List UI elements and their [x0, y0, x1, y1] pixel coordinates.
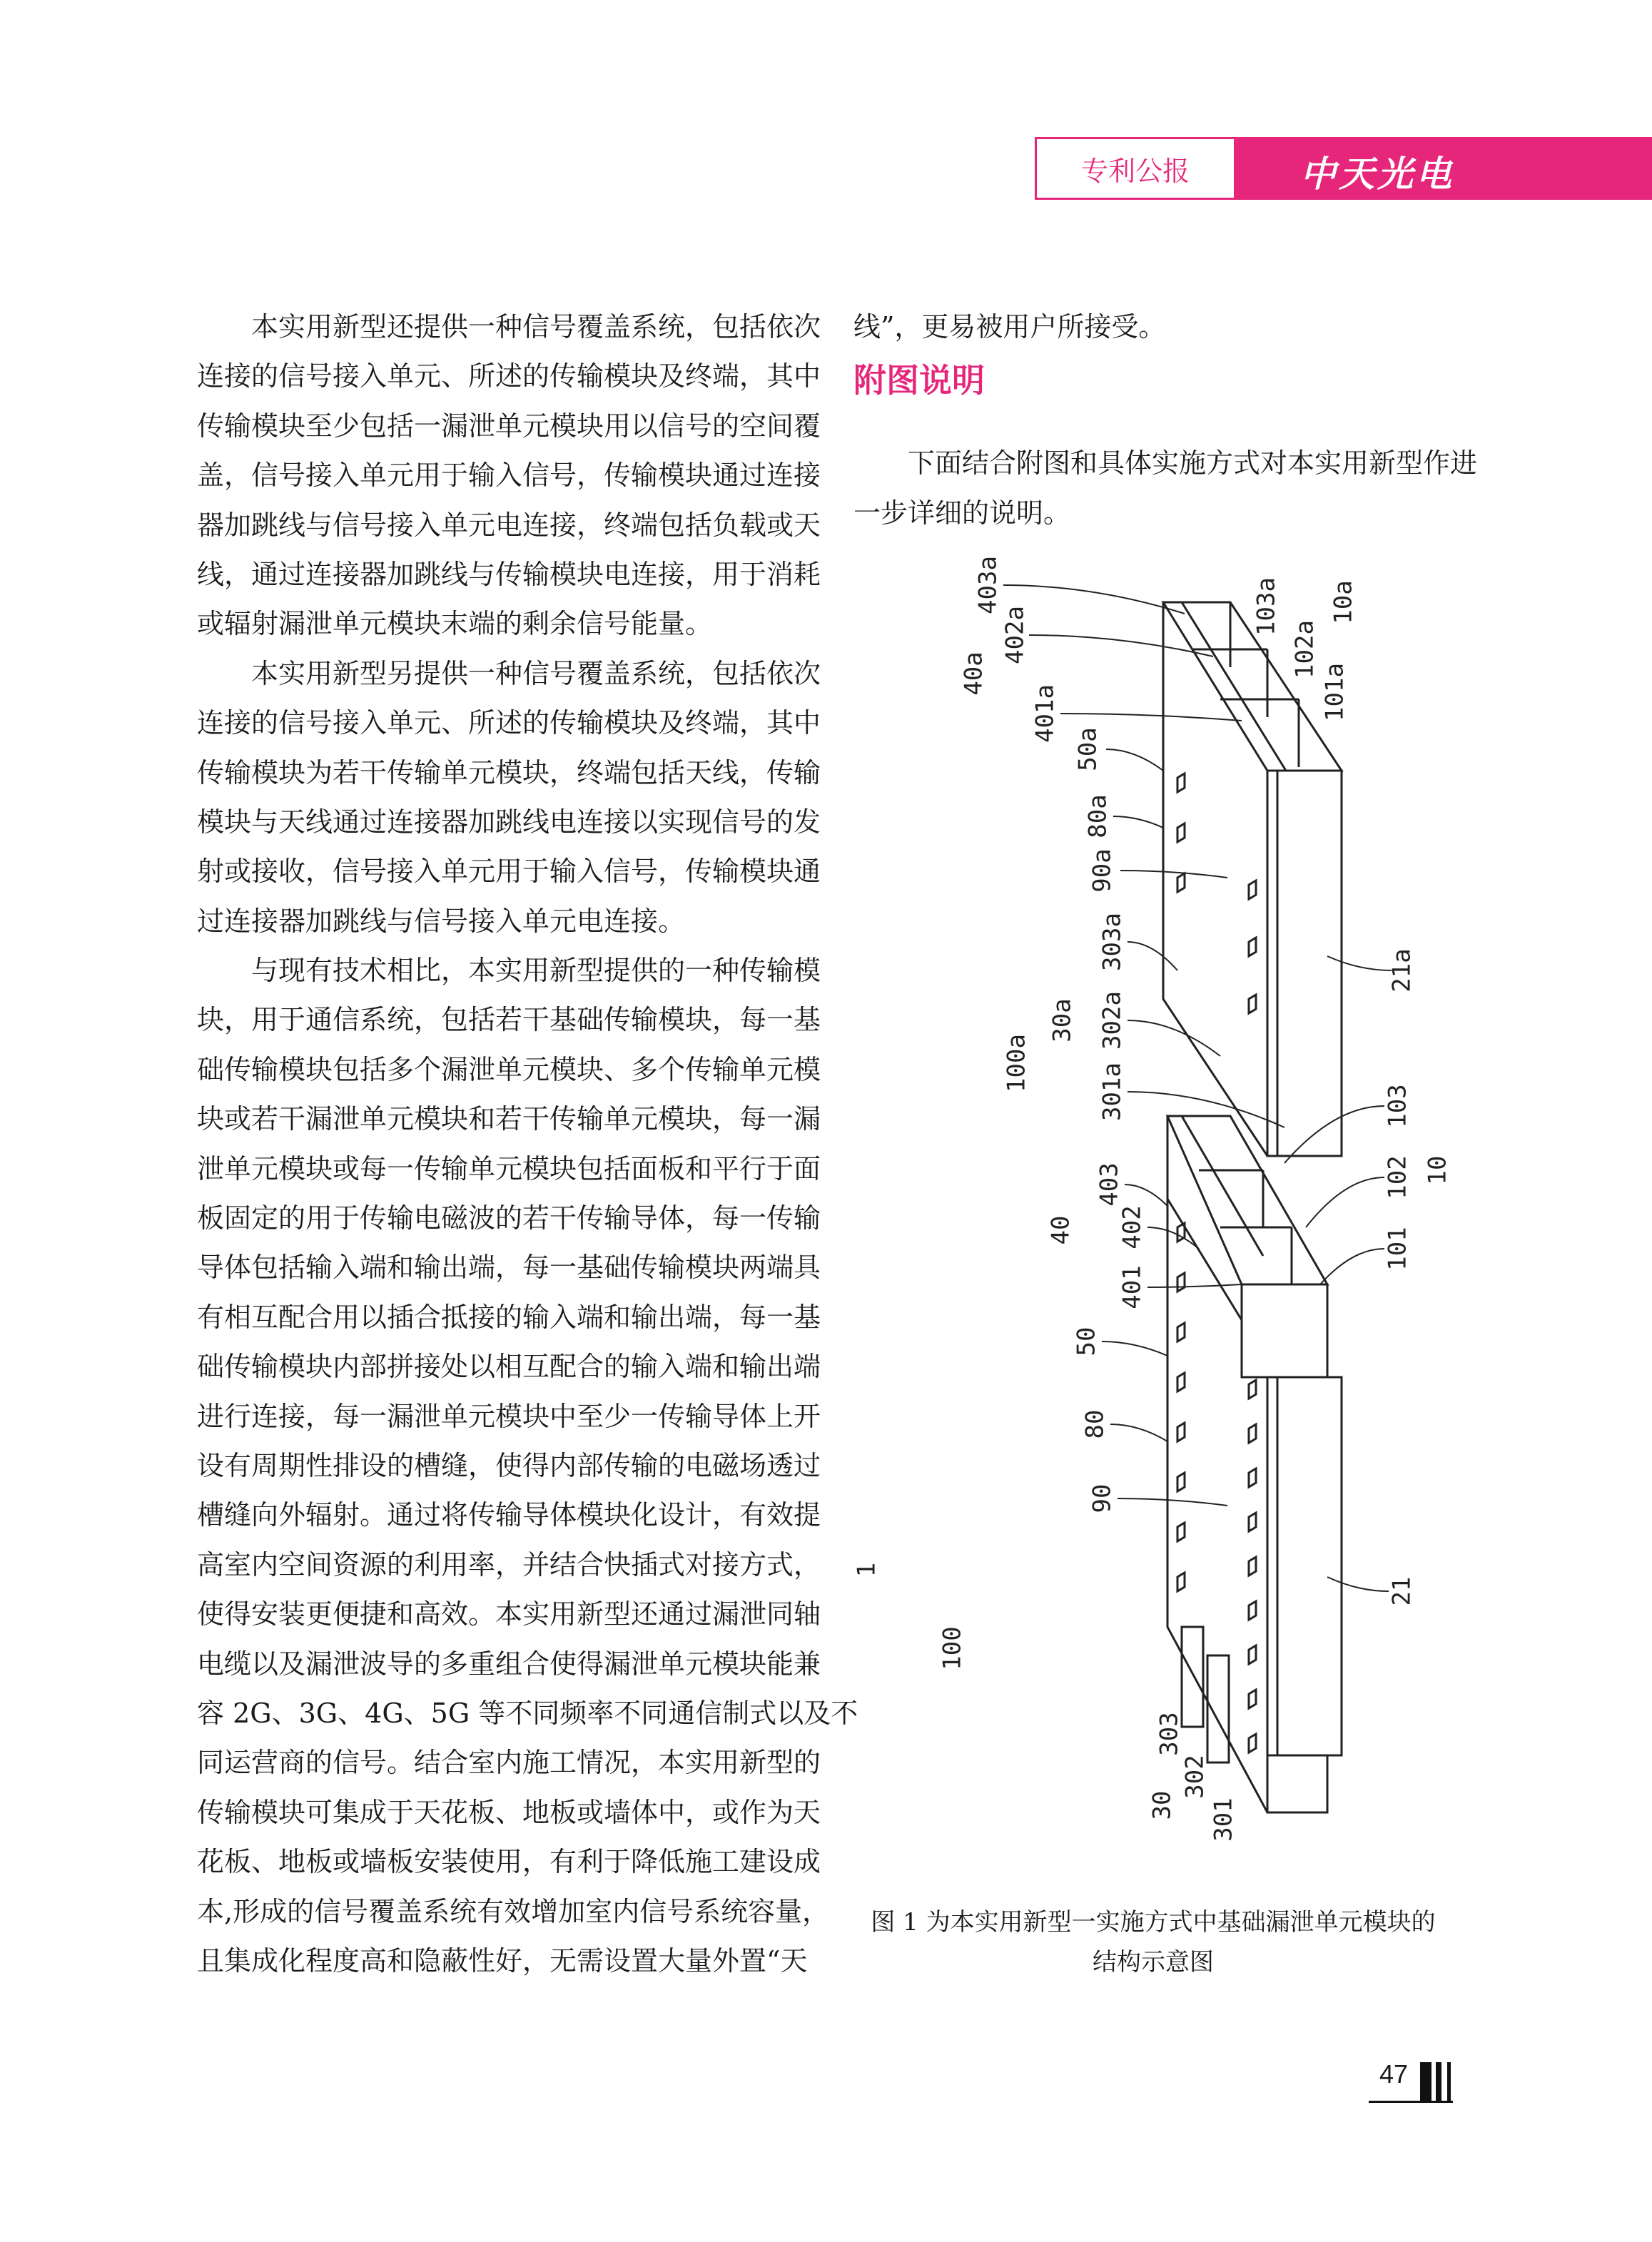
body-text-line: 或辐射漏泄单元模块末端的剩余信号能量。 — [197, 608, 713, 640]
figure-reference-label: 301 — [1209, 1797, 1238, 1842]
figure-reference-label: 40 — [1046, 1215, 1075, 1245]
slot-mark — [1249, 938, 1256, 956]
body-text-line: 础传输模块包括多个漏泄单元模块、多个传输单元模 — [197, 1053, 821, 1085]
leader-arrow — [1120, 871, 1227, 878]
figure-reference-label: 80 — [1080, 1409, 1110, 1439]
figure-reference-label: 401a — [1030, 684, 1060, 743]
leader-arrow — [1113, 816, 1163, 828]
leader-arrow — [1127, 1092, 1284, 1127]
body-text-line: 连接的信号接入单元、所述的传输模块及终端，其中 — [197, 707, 821, 739]
slot-mark — [1177, 1523, 1185, 1541]
right-column-text — [853, 303, 1478, 538]
figure-reference-label: 90 — [1088, 1483, 1117, 1513]
body-text-line: 进行连接，每一漏泄单元模块中至少一传输导体上开 — [197, 1400, 821, 1432]
body-text-line: 础传输模块内部拼接处以相互配合的输入端和输出端 — [197, 1351, 821, 1383]
figure-reference-label: 102 — [1383, 1155, 1412, 1199]
leader-arrow — [1125, 1185, 1167, 1206]
figure-reference-label: 301a — [1098, 1062, 1127, 1121]
page-bar — [1436, 2062, 1441, 2103]
figure-reference-label: 21 — [1387, 1576, 1417, 1606]
body-text-line: 电缆以及漏泄波导的多重组合使得漏泄单元模块能兼 — [197, 1648, 821, 1680]
slot-mark — [1249, 1645, 1256, 1664]
leader-arrow — [1102, 1341, 1167, 1356]
brand-logo: 中天光电 — [1300, 153, 1454, 195]
body-text-line: 导体包括输入端和输出端，每一基础传输模块两端具 — [197, 1252, 821, 1284]
leader-arrow — [1284, 1106, 1384, 1163]
slot-mark — [1249, 1690, 1256, 1708]
leader-arrow — [1147, 1284, 1242, 1287]
figure-reference-label: 103a — [1252, 577, 1281, 636]
body-text-line: 与现有技术相比，本实用新型提供的一种传输模 — [251, 955, 821, 987]
section-label: 专利公报 — [1035, 137, 1236, 200]
slot-mark — [1249, 1380, 1256, 1399]
brand-banner — [1236, 137, 1652, 200]
figure-reference-label: 100 — [938, 1626, 967, 1670]
figure-reference-label: 302 — [1180, 1755, 1210, 1799]
leader-arrow — [1060, 714, 1242, 721]
figure-reference-label: 1 — [852, 1562, 881, 1578]
body-text-line: 本实用新型还提供一种信号覆盖系统，包括依次 — [251, 311, 821, 343]
page-bar — [1447, 2062, 1451, 2103]
connector-stub — [1267, 1755, 1327, 1812]
body-text-line: 板固定的用于传输电磁波的若干传输导体，每一传输 — [197, 1202, 821, 1234]
figure-reference-label: 50 — [1072, 1327, 1101, 1356]
page-bar — [1420, 2062, 1431, 2103]
slot-mark — [1249, 1469, 1256, 1487]
body-text-line: 容 2G、3G、4G、5G 等不同频率不同通信制式以及不 — [197, 1697, 858, 1729]
figure-reference-label: 40a — [959, 651, 988, 696]
slot-mark — [1249, 1424, 1256, 1443]
slot-mark — [1177, 1273, 1185, 1292]
figure-reference-label: 50a — [1073, 727, 1103, 771]
body-text-line: 块或若干漏泄单元模块和若干传输单元模块，每一漏 — [197, 1103, 821, 1135]
figure-reference-label: 100a — [1002, 1034, 1031, 1092]
body-text-line: 传输模块可集成于天花板、地板或墙体中，或作为天 — [197, 1796, 821, 1828]
patent-figure — [842, 542, 1484, 1870]
figure-reference-label: 303 — [1155, 1712, 1184, 1756]
slot-mark — [1249, 1734, 1256, 1752]
figure-reference-label: 403 — [1095, 1162, 1124, 1207]
leader-arrow — [1320, 1249, 1384, 1284]
slot-mark — [1177, 1473, 1185, 1491]
figure-reference-label: 303a — [1098, 913, 1127, 971]
leader-arrow — [1306, 1177, 1384, 1227]
slot-mark — [1177, 823, 1185, 842]
leader-arrow — [1106, 749, 1163, 771]
slot-mark — [1249, 1513, 1256, 1531]
continuation-line: 线”，更易被用户所接受。 — [853, 311, 1166, 343]
body-text-line: 槽缝向外辐射。通过将传输导体模块化设计，有效提 — [197, 1499, 821, 1531]
figure-reference-label: 402a — [1000, 606, 1030, 664]
body-text-line: 传输模块为若干传输单元模块，终端包括天线，传输 — [197, 756, 821, 788]
caption-line: 结构示意图 — [1093, 1948, 1214, 1977]
figure-reference-label: 101 — [1383, 1227, 1412, 1271]
body-text-line: 盖，信号接入单元用于输入信号，传输模块通过连接 — [197, 460, 821, 492]
figure-reference-label: 80a — [1083, 794, 1113, 838]
leader-arrow — [1110, 1424, 1167, 1441]
body-text-line: 设有周期性排设的槽缝，使得内部传输的电磁场透过 — [197, 1449, 821, 1481]
body-text-line: 本,形成的信号覆盖系统有效增加室内信号系统容量， — [197, 1895, 830, 1927]
left-column-text — [197, 303, 858, 1986]
body-text-line: 且集成化程度高和隐蔽性好，无需设置大量外置“天 — [197, 1944, 808, 1977]
connector-30 — [1182, 1627, 1203, 1727]
figure-reference-label: 30a — [1048, 998, 1077, 1043]
slot-mark — [1177, 773, 1185, 792]
section-heading: 附图说明 — [853, 361, 985, 400]
leader-arrow — [1327, 1577, 1389, 1591]
body-text-line: 同运营商的信号。结合室内施工情况，本实用新型的 — [197, 1747, 821, 1779]
figure-caption — [853, 1902, 1453, 1982]
body-text-line: 线，通过连接器加跳线与传输模块电连接，用于消耗 — [197, 558, 821, 590]
body-text-line: 射或接收，信号接入单元用于输入信号，传输模块通 — [197, 856, 821, 888]
intro-line: 下面结合附图和具体实施方式对本实用新型作进 — [908, 447, 1478, 480]
figure-reference-label: 10a — [1329, 580, 1358, 624]
slot-mark — [1177, 1373, 1185, 1391]
figure-reference-label: 21a — [1387, 948, 1417, 993]
lower-end-face — [1242, 1284, 1327, 1377]
figure-reference-label: 10 — [1423, 1155, 1452, 1185]
leader-arrow — [1327, 956, 1392, 970]
slot-mark — [1249, 881, 1256, 899]
upper-front-face-21a — [1267, 771, 1342, 1156]
body-text-line: 高室内空间资源的利用率，并结合快插式对接方式， — [197, 1548, 821, 1581]
figure-reference-label: 103 — [1383, 1084, 1412, 1128]
slot-mark — [1249, 995, 1256, 1013]
caption-line: 图 1 为本实用新型一实施方式中基础漏泄单元模块的 — [871, 1908, 1436, 1937]
figure-reference-label: 30 — [1147, 1790, 1177, 1820]
lower-module-top — [1167, 1116, 1327, 1284]
body-text-line: 使得安装更便捷和高效。本实用新型还通过漏泄同轴 — [197, 1598, 821, 1630]
slot-mark — [1249, 1601, 1256, 1620]
body-text-line: 本实用新型另提供一种信号覆盖系统，包括依次 — [251, 657, 821, 689]
body-text-line: 过连接器加跳线与信号接入单元电连接。 — [197, 905, 686, 937]
figure-reference-label: 403a — [973, 556, 1003, 614]
body-text-line: 泄单元模块或每一传输单元模块包括面板和平行于面 — [197, 1152, 821, 1185]
lower-front-face-21 — [1267, 1377, 1342, 1755]
body-text-line: 连接的信号接入单元、所述的传输模块及终端，其中 — [197, 360, 821, 392]
slot-mark — [1177, 1423, 1185, 1441]
body-text-line: 模块与天线通过连接器加跳线电连接以实现信号的发 — [197, 806, 821, 838]
figure-reference-label: 401 — [1118, 1265, 1147, 1309]
figure-reference-label: 90a — [1088, 848, 1117, 893]
leader-arrow — [1127, 1020, 1220, 1056]
slot-mark — [1177, 1323, 1185, 1341]
body-text-line: 块，用于通信系统，包括若干基础传输模块，每一基 — [197, 1004, 821, 1036]
figure-reference-label: 302a — [1098, 991, 1127, 1050]
body-text-line: 传输模块至少包括一漏泄单元模块用以信号的空间覆 — [197, 410, 821, 442]
slot-mark — [1177, 1573, 1185, 1591]
page-number: 47 — [1379, 2059, 1409, 2089]
body-text-line: 花板、地板或墙板安装使用，有利于降低施工建设成 — [197, 1846, 821, 1878]
figure-reference-label: 402 — [1118, 1205, 1147, 1249]
intro-line: 一步详细的说明。 — [853, 497, 1071, 529]
figure-reference-label: 101a — [1320, 663, 1349, 721]
slot-mark — [1177, 1223, 1185, 1242]
leader-arrow — [1003, 585, 1185, 614]
leader-arrow — [1118, 1498, 1227, 1506]
body-text-line: 器加跳线与信号接入单元电连接，终端包括负载或天 — [197, 509, 821, 541]
slot-mark — [1177, 873, 1185, 892]
slot-mark — [1249, 1557, 1256, 1576]
body-text-line: 有相互配合用以插合抵接的输入端和输出端，每一基 — [197, 1301, 821, 1333]
figure-reference-label: 102a — [1290, 620, 1319, 679]
leader-arrow — [1127, 942, 1177, 970]
